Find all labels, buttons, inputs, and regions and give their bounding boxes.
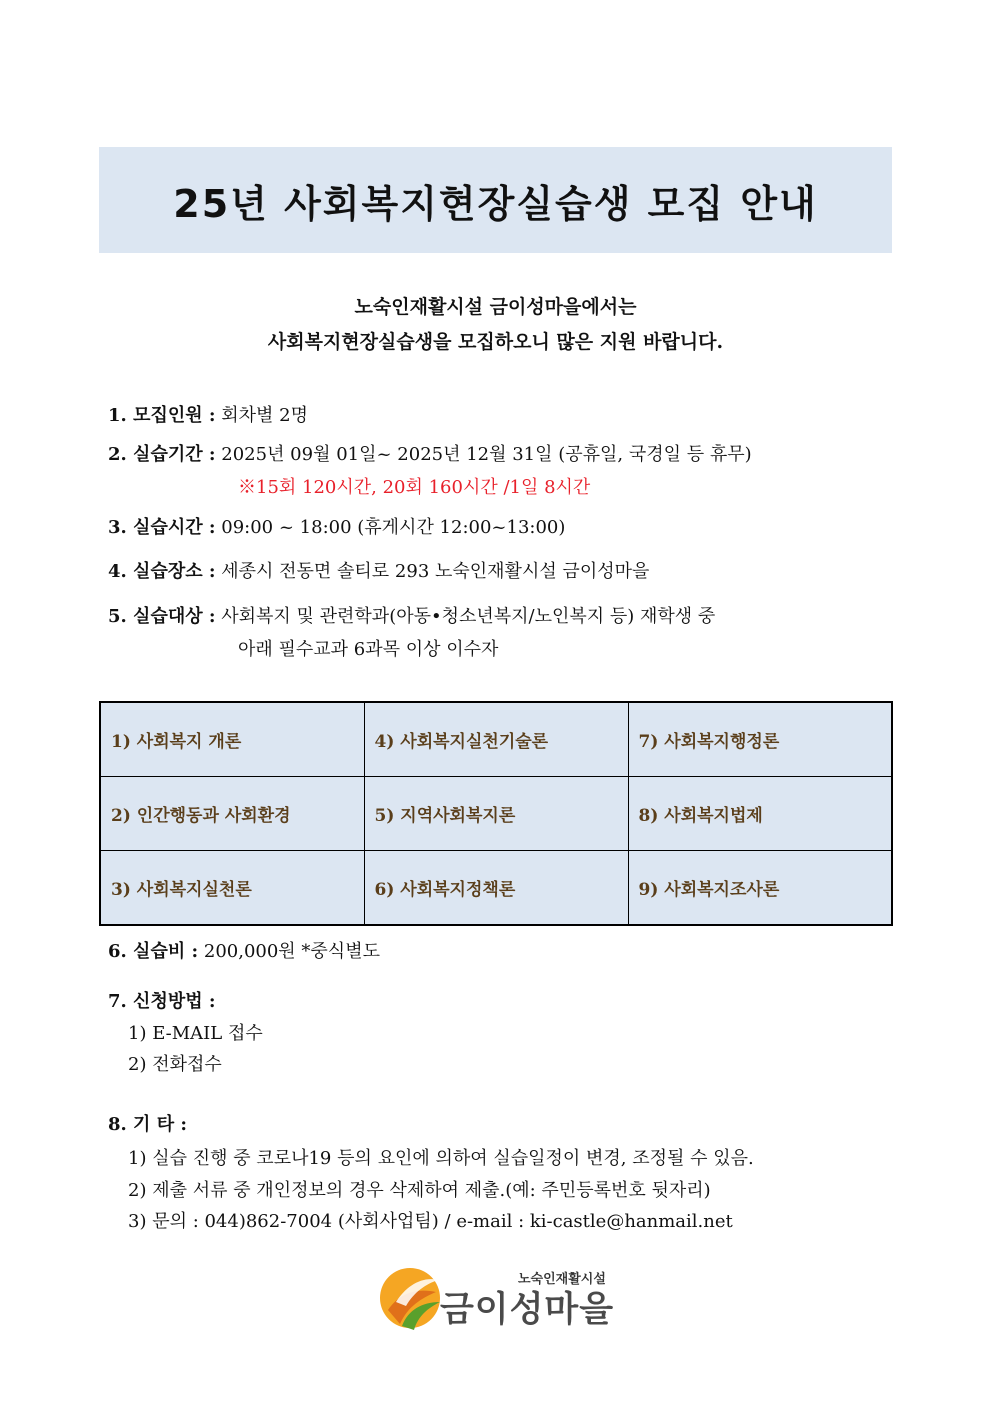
hours-label: 3. 실습시간 :: [108, 517, 216, 538]
table-cell: 7) 사회복지행정론: [628, 702, 892, 777]
table-cell: 5) 지역사회복지론: [364, 777, 628, 851]
etc-row: [108, 1110, 187, 1136]
recruit-value: 회차별 2명: [221, 405, 308, 426]
etc-label: 8. 기 타 :: [108, 1114, 188, 1135]
table-row: [100, 777, 892, 851]
recruit-row: [108, 401, 308, 427]
apply-item-1: 1) E-MAIL 접수: [128, 1023, 263, 1044]
etc-item-2: 2) 제출 서류 중 개인정보의 경우 삭제하여 제출.(예: 주민등록번호 뒷자리): [128, 1180, 711, 1201]
table-cell: 1) 사회복지 개론: [100, 702, 364, 777]
table-cell: 4) 사회복지실천기술론: [364, 702, 628, 777]
subjects-table: [99, 701, 893, 926]
apply-label: 7. 신청방법 :: [108, 991, 216, 1012]
logo-name: 금이성마을: [440, 1290, 615, 1330]
page-title: 25년 사회복지현장실습생 모집 안내: [173, 181, 818, 226]
target-value: 사회복지 및 관련학과(아동•청소년복지/노인복지 등) 재학생 중: [221, 606, 716, 627]
target-label: 5. 실습대상 :: [108, 606, 216, 627]
fee-value: 200,000원 *중식별도: [203, 941, 380, 962]
period-note: ※15회 120시간, 20회 160시간 /1일 8시간: [238, 477, 591, 498]
hours-row: [108, 513, 565, 539]
table-cell: 3) 사회복지실천론: [100, 851, 364, 926]
table-cell: 8) 사회복지법제: [628, 777, 892, 851]
table-row: [100, 851, 892, 926]
table-cell: 6) 사회복지정책론: [364, 851, 628, 926]
intro-line-1: 노숙인재활시설 금이성마을에서는: [354, 296, 637, 318]
period-label: 2. 실습기간 :: [108, 444, 216, 465]
fee-label: 6. 실습비 :: [108, 941, 199, 962]
logo-subtitle: 노숙인재활시설: [518, 1272, 606, 1287]
place-value: 세종시 전동면 솔티로 293 노숙인재활시설 금이성마을: [221, 561, 650, 582]
apply-row: [108, 987, 216, 1013]
table-cell: 9) 사회복지조사론: [628, 851, 892, 926]
table-cell: 2) 인간행동과 사회환경: [100, 777, 364, 851]
place-label: 4. 실습장소 :: [108, 561, 216, 582]
target-row: [108, 602, 715, 628]
intro-line-2: 사회복지현장실습생을 모집하오니 많은 지원 바랍니다.: [267, 331, 724, 353]
hours-value: 09:00 ~ 18:00 (휴게시간 12:00~13:00): [221, 517, 566, 538]
place-row: [108, 557, 649, 583]
apply-item-2: 2) 전화접수: [128, 1054, 222, 1075]
etc-item-1: 1) 실습 진행 중 코로나19 등의 요인에 의하여 실습일정이 변경, 조정될 수 있음.: [128, 1148, 754, 1169]
period-value: 2025년 09월 01일~ 2025년 12월 31일 (공휴일, 국경일 등 휴무): [221, 444, 752, 465]
target-value-2: 아래 필수교과 6과목 이상 이수자: [238, 639, 499, 660]
table-row: [100, 702, 892, 777]
title-banner: [99, 147, 892, 253]
period-row: [108, 440, 752, 466]
etc-item-3: 3) 문의 : 044)862-7004 (사회사업팀) / e-mail : ki-castle@hanmail.net: [128, 1211, 733, 1232]
fee-row: [108, 937, 380, 963]
recruit-label: 1. 모집인원 :: [108, 405, 216, 426]
